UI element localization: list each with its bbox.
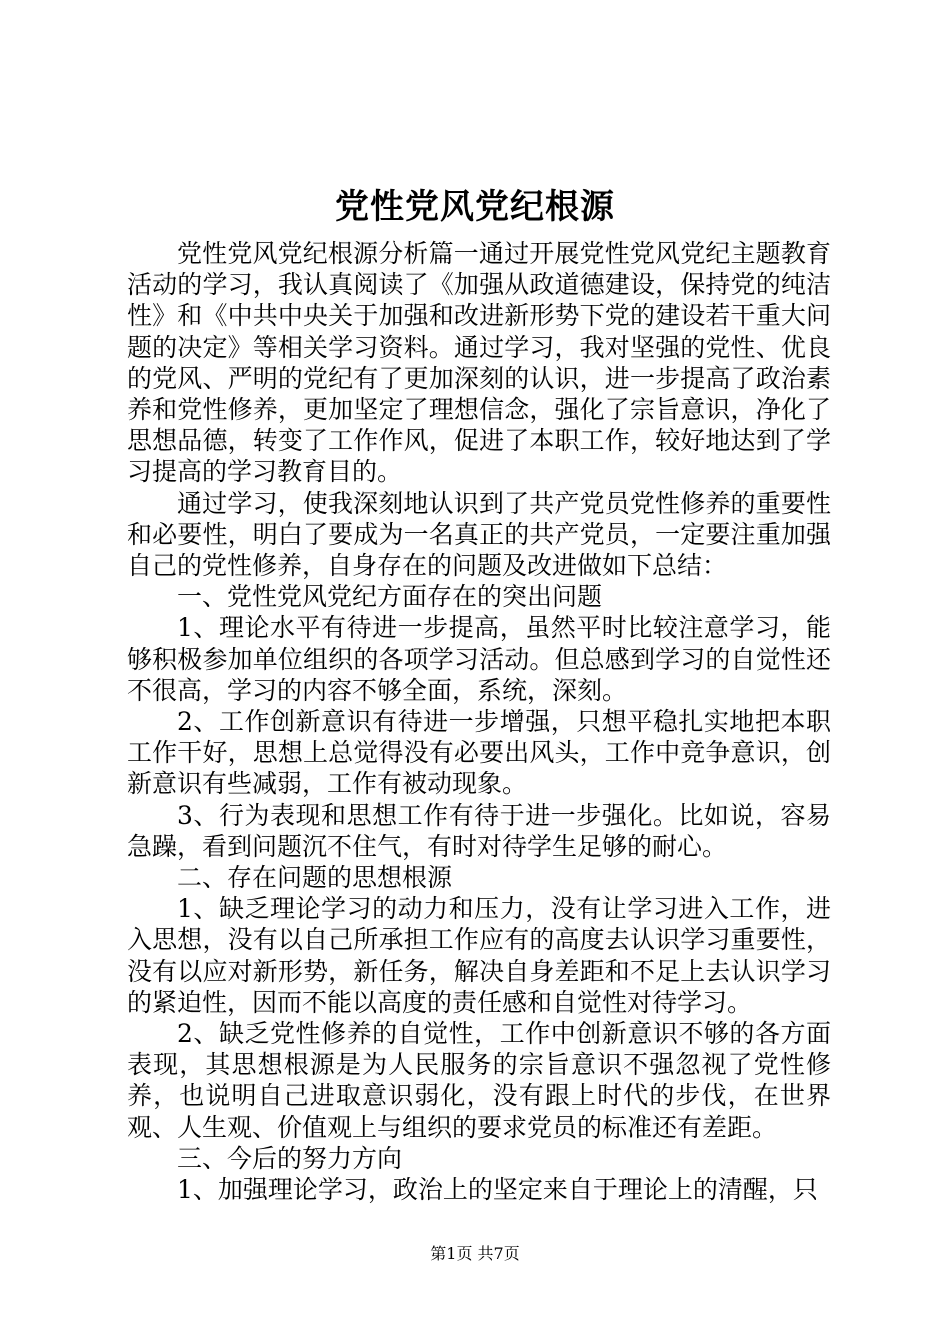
document-title: 党性党风党纪根源 — [335, 187, 615, 227]
paragraph: 2、工作创新意识有待进一步增强，只想平稳扎实地把本职工作干好，思想上总觉得没有必要出风头，工作中竞争意识，创新意识有些减弱，工作有被动现象。 — [127, 707, 831, 799]
paragraph: 1、加强理论学习，政治上的坚定来自于理论上的清醒，只 — [177, 1175, 818, 1205]
paragraph: 1、理论水平有待进一步提高，虽然平时比较注意学习，能够积极参加单位组织的各项学习活动。但总感到学习的自觉性还不很高，学习的内容不够全面，系统，深刻。 — [127, 613, 831, 705]
paragraph: 2、缺乏党性修养的自觉性，工作中创新意识不够的各方面表现，其思想根源是为人民服务的宗旨意识不强忽视了党性修养，也说明自己进取意识弱化，没有跟上时代的步伐，在世界观、人生观、价值观上与组织的要求党员的标准还有差距。 — [127, 1019, 831, 1142]
section-heading: 三、今后的努力方向 — [177, 1143, 403, 1173]
document-body — [127, 238, 831, 1205]
paragraph: 党性党风党纪根源分析篇一通过开展党性党风党纪主题教育活动的学习，我认真阅读了《加强从政道德建设，保持党的纯洁性》和《中共中央关于加强和改进新形势下党的建设若干重大问题的决定》等相关学习资料。通过学习，我对坚强的党性、优良的党风、严明的党纪有了更加深刻的认识，进一步提高了政治素养和党性修养，更加坚定了理想信念，强化了宗旨意识，净化了思想品德，转变了工作作风，促进了本职工作，较好地达到了学习提高的学习教育目的。 — [127, 239, 831, 487]
page-footer: 第1页 共7页 — [430, 1244, 520, 1263]
paragraph: 通过学习，使我深刻地认识到了共产党员党性修养的重要性和必要性，明白了要成为一名真正的共产党员，一定要注重加强自己的党性修养，自身存在的问题及改进做如下总结： — [127, 488, 831, 581]
paragraph: 3、行为表现和思想工作有待于进一步强化。比如说，容易急躁，看到问题沉不住气，有时对待学生足够的耐心。 — [127, 800, 831, 861]
section-heading: 一、党性党风党纪方面存在的突出问题 — [177, 582, 603, 612]
paragraph: 1、缺乏理论学习的动力和压力，没有让学习进入工作，进入思想，没有以自己所承担工作应有的高度去认识学习重要性，没有以应对新形势，新任务，解决自身差距和不足上去认识学习的紧迫性，因而不能以高度的责任感和自觉性对待学习。 — [127, 894, 831, 1017]
section-heading: 二、存在问题的思想根源 — [177, 863, 453, 893]
